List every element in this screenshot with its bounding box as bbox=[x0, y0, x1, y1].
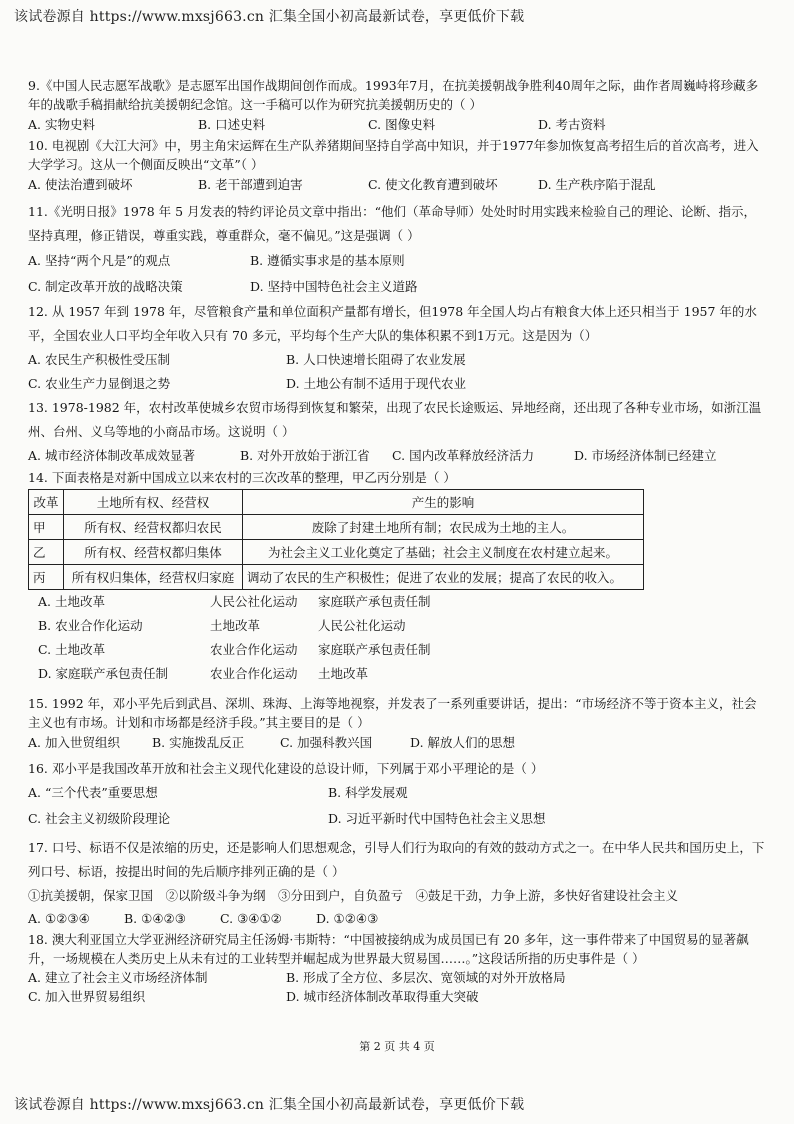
question-11-options-row1 bbox=[28, 248, 766, 274]
option-a-3: 家庭联产承包责任制 bbox=[318, 594, 431, 609]
option-a-1: A. 土地改革 bbox=[38, 594, 105, 609]
question-11-options-row2 bbox=[28, 274, 766, 300]
option-b: B. 老干部遭到迫害 bbox=[198, 177, 303, 192]
source-banner-top: 该试卷源自 https://www.mxsj663.cn 汇集全国小初高最新试卷，享更低价下载 bbox=[14, 9, 525, 25]
table-cell: 所有权、经营权都归集体 bbox=[64, 540, 243, 565]
option-d: D. 习近平新时代中国特色社会主义思想 bbox=[328, 811, 546, 826]
option-a: A. 使法治遭到破坏 bbox=[28, 177, 133, 192]
option-c: C. 加强科教兴国 bbox=[280, 735, 373, 750]
option-d-1: D. 家庭联产承包责任制 bbox=[38, 666, 169, 681]
table-cell: 所有权、经营权都归农民 bbox=[64, 515, 243, 540]
option-b-2: 土地改革 bbox=[210, 618, 261, 633]
question-16-options-row2 bbox=[28, 806, 766, 832]
question-12-text: 12. 从 1957 年到 1978 年，尽管粮食产量和单位面积产量都有增长，但1978 年全国人均占有粮食大体上还只相当于 1957 年的水平，全国农业人口平均全年收入只有 70 多元，平均每个生产大队的集体积累不到1万元。这是因为（） bbox=[28, 304, 757, 343]
question-16-options-row1 bbox=[28, 780, 766, 806]
option-c-1: C. 土地改革 bbox=[38, 642, 106, 657]
option-a: A. ①②③④ bbox=[28, 911, 90, 926]
option-c-2: 农业合作化运动 bbox=[210, 642, 298, 657]
question-11-text: 11.《光明日报》1978 年 5 月发表的特约评论员文章中指出：“他们（革命导师）处处时时用实践来检验自己的理论、论断、指示，坚持真理，修正错误，尊重实践，尊重群众，毫不偏见。”这是强调（ ） bbox=[28, 204, 756, 243]
question-10-options bbox=[28, 174, 766, 196]
option-d: D. 市场经济体制已经建立 bbox=[574, 448, 717, 463]
option-d: D. ①②④③ bbox=[316, 911, 379, 926]
option-d: D. 土地公有制不适用于现代农业 bbox=[286, 376, 467, 391]
question-13-options bbox=[28, 444, 766, 468]
table-cell: 丙 bbox=[29, 565, 64, 590]
option-a: A. 坚持“两个凡是”的观点 bbox=[28, 253, 171, 268]
option-c-3: 家庭联产承包责任制 bbox=[318, 642, 431, 657]
option-c: C. 图像史料 bbox=[368, 117, 436, 132]
table-cell: 为社会主义工业化奠定了基础；社会主义制度在农村建立起来。 bbox=[243, 540, 644, 565]
question-15-options bbox=[28, 732, 766, 754]
question-14-text: 14. 下面表格是对新中国成立以来农村的三次改革的整理，甲乙丙分别是（ ） bbox=[28, 470, 456, 485]
option-b: B. 实施拨乱反正 bbox=[152, 735, 245, 750]
table-row bbox=[29, 540, 644, 565]
question-9-text: 9.《中国人民志愿军战歌》是志愿军出国作战期间创作而成。1993年7月，在抗美援朝战争胜利40周年之际，曲作者周巍峙将珍藏多年的战歌手稿捐献给抗美援朝纪念馆。这一手稿可以作为研究抗美援朝历史的（ ） bbox=[28, 78, 759, 112]
option-c: C. 加入世界贸易组织 bbox=[28, 989, 146, 1004]
option-b: B. 遵循实事求是的基本原则 bbox=[250, 253, 405, 268]
option-d: D. 坚持中国特色社会主义道路 bbox=[250, 279, 418, 294]
table-cell: 废除了封建土地所有制；农民成为土地的主人。 bbox=[243, 515, 644, 540]
option-a: A. 建立了社会主义市场经济体制 bbox=[28, 970, 208, 985]
option-b: B. 形成了全方位、多层次、宽领域的对外开放格局 bbox=[286, 970, 566, 985]
question-9-options bbox=[28, 114, 766, 136]
option-b-1: B. 农业合作化运动 bbox=[38, 618, 143, 633]
reform-table bbox=[28, 489, 644, 590]
question-15-text: 15. 1992 年，邓小平先后到武昌、深圳、珠海、上海等地视察，并发表了一系列重要讲话，提出：“市场经济不等于资本主义，社会主义也有市场。计划和市场都是经济手段。”其主要目的是（ ） bbox=[28, 696, 757, 730]
option-c: C. 国内改革释放经济活力 bbox=[392, 448, 535, 463]
option-d: D. 城市经济体制改革取得重大突破 bbox=[286, 989, 479, 1004]
question-list bbox=[28, 76, 766, 1006]
table-cell: 所有权归集体，经营权归家庭 bbox=[64, 565, 243, 590]
option-b-3: 人民公社化运动 bbox=[318, 618, 406, 633]
option-d: D. 生产秩序陷于混乱 bbox=[538, 177, 656, 192]
question-18-text: 18. 澳大利亚国立大学亚洲经济研究局主任汤姆·韦斯特：“中国被接纳成为成员国已有 20 多年，这一事件带来了中国贸易的显著飙升，一场规模在人类历史上从未有过的工业转型并崛起成为世界最大贸易国……。”这段话所指的历史事件是（ ） bbox=[28, 932, 749, 966]
question-10-text: 10. 电视剧《大江大河》中，男主角宋运辉在生产队养猪期间坚持自学高中知识，并于1977年参加恢复高考招生后的首次高考，进入大学学习。这从一个侧面反映出“文革”（ ） bbox=[28, 138, 759, 172]
table-cell: 调动了农民的生产积极性；促进了农业的发展；提高了农民的收入。 bbox=[243, 565, 644, 590]
option-d: D. 解放人们的思想 bbox=[410, 735, 516, 750]
question-16-text: 16. 邓小平是我国改革开放和社会主义现代化建设的总设计师，下列属于邓小平理论的是（ ） bbox=[28, 761, 544, 776]
option-c: C. 农业生产力显倒退之势 bbox=[28, 376, 171, 391]
question-12-options-row1 bbox=[28, 348, 766, 372]
option-a: A. 城市经济体制改革成效显著 bbox=[28, 448, 195, 463]
question-17-options bbox=[28, 908, 766, 930]
option-c: C. 使文化教育遭到破坏 bbox=[368, 177, 498, 192]
option-a: A. “三个代表”重要思想 bbox=[28, 785, 158, 800]
option-b: B. ①④②③ bbox=[124, 911, 186, 926]
source-banner-bottom: 该试卷源自 https://www.mxsj663.cn 汇集全国小初高最新试卷，享更低价下载 bbox=[14, 1097, 525, 1113]
option-b: B. 口述史料 bbox=[198, 117, 266, 132]
question-18-options-row2 bbox=[28, 987, 766, 1006]
question-18-options-row1 bbox=[28, 968, 766, 987]
option-c: C. 制定改革开放的战略决策 bbox=[28, 279, 183, 294]
table-header: 土地所有权、经营权 bbox=[64, 490, 243, 515]
question-17-items: ①抗美援朝，保家卫国 ②以阶级斗争为纲 ③分田到户，自负盈亏 ④鼓足干劲，力争上游，多快好省建设社会主义 bbox=[28, 888, 679, 903]
table-cell: 甲 bbox=[29, 515, 64, 540]
page-number: 第 2 页 共 4 页 bbox=[359, 1040, 435, 1053]
option-c: C. 社会主义初级阶段理论 bbox=[28, 811, 171, 826]
option-c: C. ③④①② bbox=[220, 911, 282, 926]
option-a: A. 实物史料 bbox=[28, 117, 95, 132]
option-b: B. 人口快速增长阻碍了农业发展 bbox=[286, 352, 466, 367]
question-17-text: 17. 口号、标语不仅是浓缩的历史，还是影响人们思想观念，引导人们行为取向的有效的鼓动方式之一。在中华人民共和国历史上，下列口号、标语，按提出时间的先后顺序排列正确的是（ ） bbox=[28, 840, 765, 879]
table-header-row bbox=[29, 490, 644, 515]
option-b: B. 科学发展观 bbox=[328, 785, 408, 800]
option-a: A. 加入世贸组织 bbox=[28, 735, 120, 750]
option-d: D. 考古资料 bbox=[538, 117, 606, 132]
option-d-2: 农业合作化运动 bbox=[210, 666, 298, 681]
table-row bbox=[29, 565, 644, 590]
table-cell: 乙 bbox=[29, 540, 64, 565]
option-a: A. 农民生产积极性受压制 bbox=[28, 352, 170, 367]
question-14-options bbox=[28, 590, 766, 686]
table-row bbox=[29, 515, 644, 540]
question-13-text: 13. 1978-1982 年，农村改革使城乡农贸市场得到恢复和繁荣，出现了农民长途贩运、异地经商，还出现了各种专业市场，如浙江温州、台州、义乌等地的小商品市场。这说明（ ） bbox=[28, 400, 762, 439]
option-d-3: 土地改革 bbox=[318, 666, 369, 681]
table-header: 产生的影响 bbox=[243, 490, 644, 515]
question-12-options-row2 bbox=[28, 372, 766, 396]
option-b: B. 对外开放始于浙江省 bbox=[240, 448, 370, 463]
table-header: 改革 bbox=[29, 490, 64, 515]
option-a-2: 人民公社化运动 bbox=[210, 594, 298, 609]
